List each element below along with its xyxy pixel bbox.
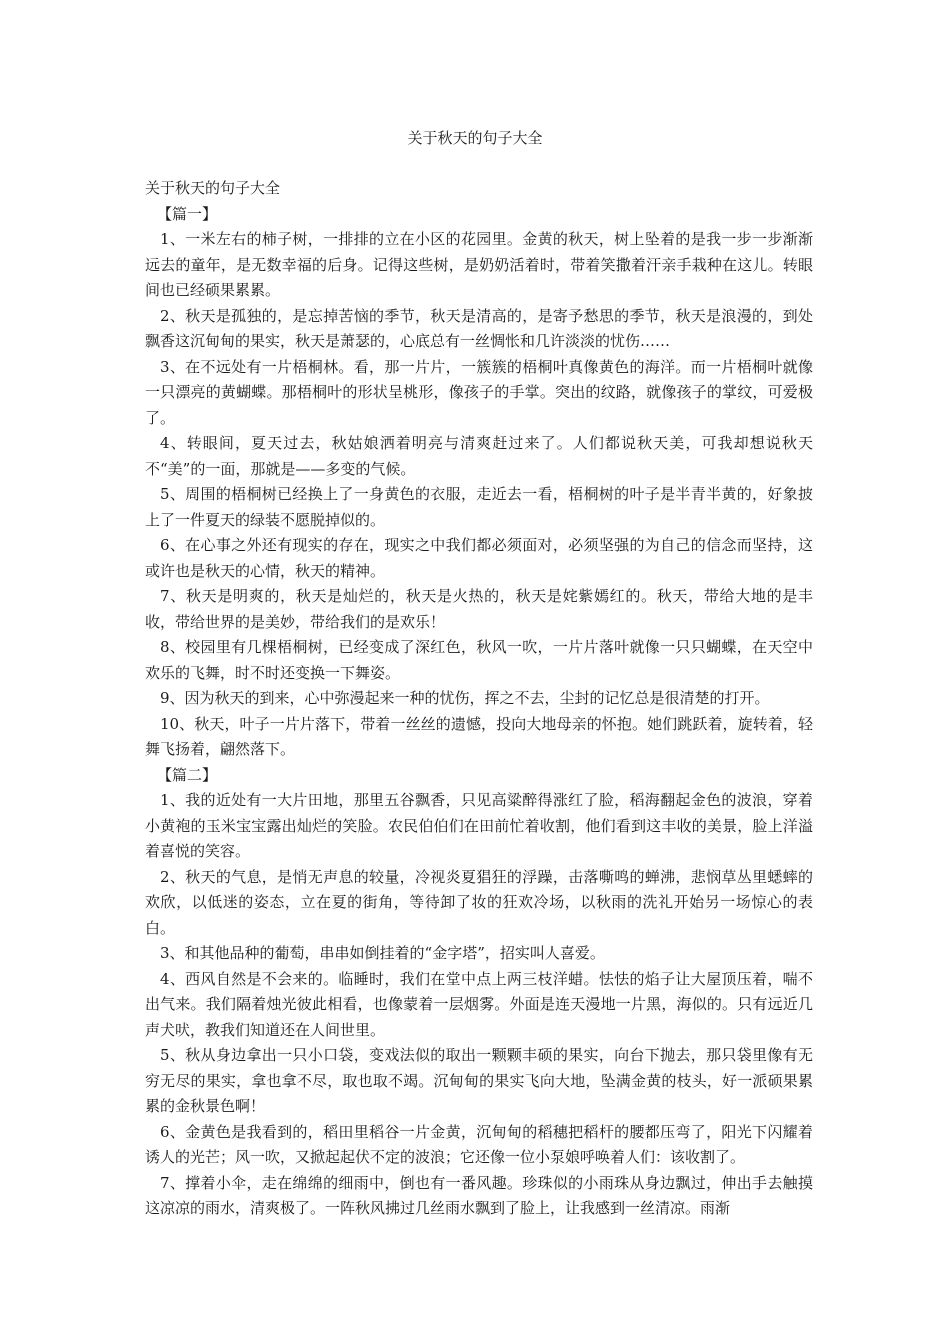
- paragraph: 9、因为秋天的到来，心中弥漫起来一种的忧伤，挥之不去，尘封的记忆总是很清楚的打开。: [160, 689, 770, 707]
- paragraph: 1、我的近处有一大片田地，那里五谷飘香，只见高粱醉得涨红了脸，稻海翻起金色的波浪，穿着小黄袍的玉米宝宝露出灿烂的笑脸。农民伯伯们在田前忙着收割，他们看到这丰收的美景，脸上洋溢着喜悦的笑容。: [145, 791, 813, 860]
- section-heading-2: 【篇二】: [157, 765, 218, 784]
- paragraph: 2、秋天是孤独的，是忘掉苦恼的季节，秋天是清高的，是寄予愁思的季节，秋天是浪漫的，到处飘香这沉甸甸的果实，秋天是萧瑟的，心底总有一丝惆怅和几许淡淡的忧伤……: [145, 306, 813, 350]
- document-title: 关于秋天的句子大全: [407, 129, 543, 147]
- section-heading-1: 【篇一】: [157, 204, 218, 223]
- paragraph: 4、转眼间，夏天过去，秋姑娘洒着明亮与清爽赶过来了。人们都说秋天美，可我却想说秋天不“美”的一面，那就是——多变的气候。: [145, 434, 813, 478]
- paragraph: 4、西风自然是不会来的。临睡时，我们在堂中点上两三枝洋蜡。怯怯的焰子让大屋顶压着，喘不出气来。我们隔着烛光彼此相看，也像蒙着一层烟雾。外面是连天漫地一片黑，海似的。只有远近几声犬吠，教我们知道还在人间世里。: [145, 969, 813, 1039]
- paragraph: 10、秋天，叶子一片片落下，带着一丝丝的遗憾，投向大地母亲的怀抱。她们跳跃着，旋转着，轻舞飞扬着，翩然落下。: [145, 714, 813, 758]
- paragraph: 2、秋天的气息，是悄无声息的较量，冷视炎夏猖狂的浮躁，击落嘶鸣的蝉沸，悲悯草丛里蟋蟀的欢欣，以低迷的姿态，立在夏的街角，等待卸了妆的狂欢冷场，以秋雨的洗礼开始另一场惊心的表白。: [145, 867, 813, 937]
- paragraph: 1、一米左右的柿子树，一排排的立在小区的花园里。金黄的秋天，树上坠着的是我一步一步渐渐远去的童年，是无数幸福的后身。记得这些树，是奶奶活着时，带着笑撒着汗亲手栽种在这儿。转眼间也已经硕果累累。: [145, 230, 813, 299]
- paragraph: 5、秋从身边拿出一只小口袋，变戏法似的取出一颗颗丰硕的果实，向台下抛去，那只袋里像有无穷无尽的果实，拿也拿不尽，取也取不竭。沉甸甸的果实飞向大地，坠满金黄的枝头，好一派硕果累累的金秋景色啊！: [145, 1046, 813, 1115]
- paragraph: 7、秋天是明爽的，秋天是灿烂的，秋天是火热的，秋天是姹紫嫣红的。秋天，带给大地的是丰收，带给世界的是美妙，带给我们的是欢乐！: [145, 587, 813, 631]
- paragraph: 6、金黄色是我看到的，稻田里稻谷一片金黄，沉甸甸的稻穗把稻杆的腰都压弯了，阳光下闪耀着诱人的光芒；风一吹，又掀起起伏不定的波浪；它还像一位小泵娘呼唤着人们：该收割了。: [145, 1122, 813, 1166]
- paragraph: 3、在不远处有一片梧桐林。看，那一片片，一簇簇的梧桐叶真像黄色的海洋。而一片梧桐叶就像一只漂亮的黄蝴蝶。那梧桐叶的形状呈桃形，像孩子的手掌。突出的纹路，就像孩子的掌纹，可爱极了。: [145, 357, 813, 427]
- paragraph: 5、周围的梧桐树已经换上了一身黄色的衣服，走近去一看，梧桐树的叶子是半青半黄的，好象披上了一件夏天的绿装不愿脱掉似的。: [145, 485, 813, 529]
- paragraph: 7、撑着小伞，走在绵绵的细雨中，倒也有一番风趣。珍珠似的小雨珠从身边飘过，伸出手去触摸这凉凉的雨水，清爽极了。一阵秋风拂过几丝雨水飘到了脸上，让我感到一丝清凉。雨渐: [145, 1173, 813, 1217]
- document-subtitle: 关于秋天的句子大全: [145, 179, 281, 197]
- paragraph: 3、和其他品种的葡萄，串串如倒挂着的“金字塔”，招实叫人喜爱。: [160, 944, 605, 962]
- paragraph: 8、校园里有几棵梧桐树，已经变成了深红色，秋风一吹，一片片落叶就像一只只蝴蝶，在天空中欢乐的飞舞，时不时还变换一下舞姿。: [145, 638, 813, 682]
- paragraph: 6、在心事之外还有现实的存在，现实之中我们都必须面对，必须坚强的为自己的信念而坚持，这或许也是秋天的心情，秋天的精神。: [145, 536, 813, 580]
- document-body: [145, 176, 813, 1222]
